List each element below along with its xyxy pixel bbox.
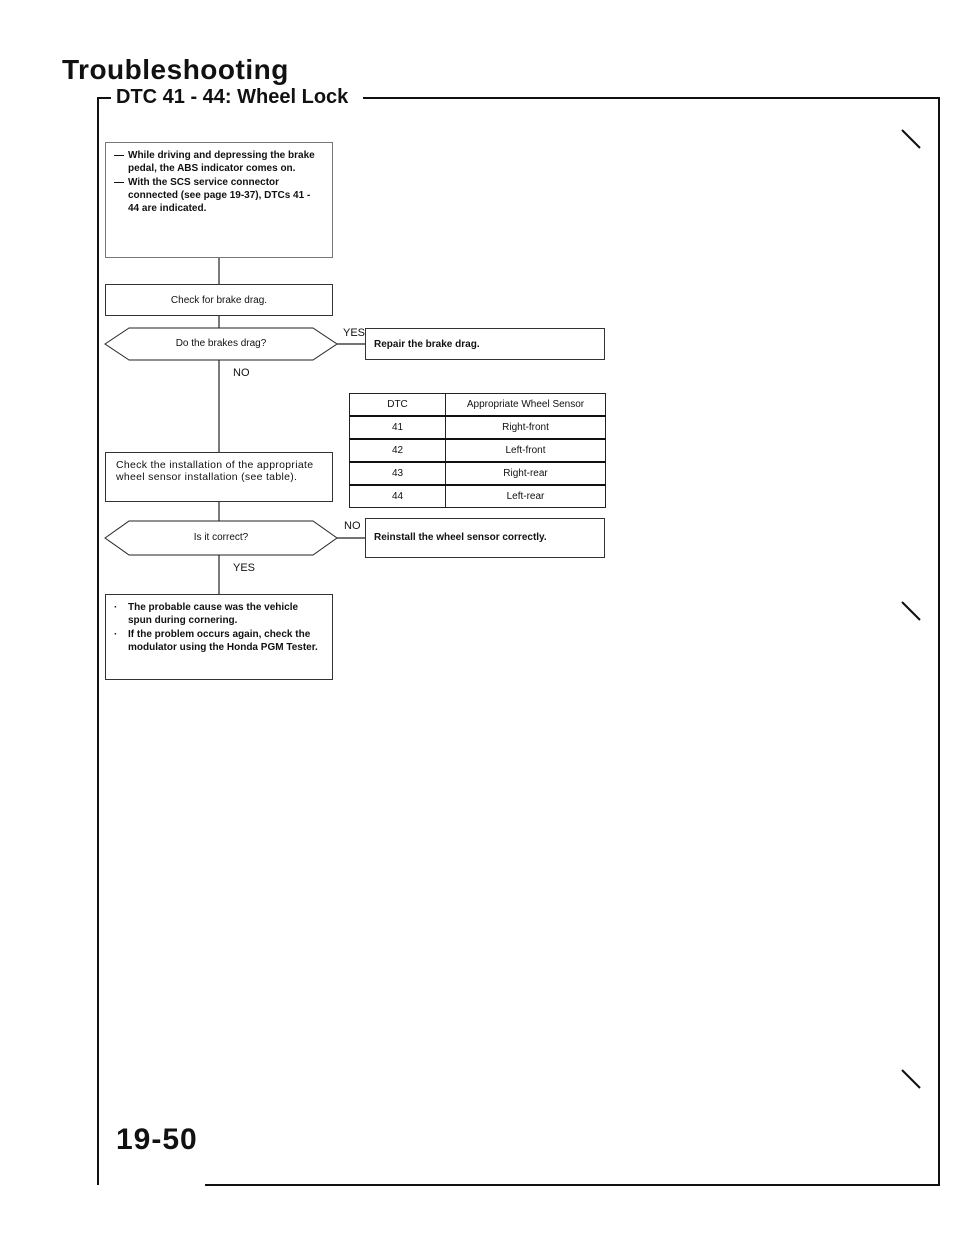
no-label: NO <box>233 367 250 379</box>
sensor-cell: Left-rear <box>446 485 606 508</box>
bullet-marker: · <box>114 602 118 613</box>
sensor-cell: Left-front <box>446 439 606 462</box>
action-repair-brake-drag <box>365 328 605 360</box>
dtc-cell: 44 <box>350 485 446 508</box>
dash-marker: — <box>114 177 124 188</box>
dash-marker: — <box>114 150 124 161</box>
probable-cause-box <box>105 594 333 680</box>
table-header-cell: Appropriate Wheel Sensor <box>446 394 606 417</box>
no-label: NO <box>344 520 361 532</box>
sensor-cell: Right-rear <box>446 462 606 485</box>
yes-label: YES <box>233 562 256 574</box>
action-label: Repair the brake drag. <box>374 338 480 350</box>
condition-item: — While driving and depressing the brake pedal, the ABS indicator comes on. <box>114 150 315 174</box>
condition-item: — With the SCS service connector connected (see page 19-37), DTCs 41 - 44 are indicated. <box>114 177 311 214</box>
action-reinstall-sensor <box>365 518 605 558</box>
bullet-marker: · <box>114 629 118 640</box>
page-number: 19-50 <box>116 1123 198 1156</box>
step-check-installation <box>105 452 333 502</box>
table-header-row <box>350 394 606 417</box>
result-item: · The probable cause was the vehicle spun during cornering. <box>114 602 299 626</box>
decision-is-correct: Is it correct? <box>193 532 249 543</box>
table-row <box>350 462 606 485</box>
table-row <box>350 416 606 439</box>
conditions-box <box>105 142 333 258</box>
dtc-cell: 43 <box>350 462 446 485</box>
step-label: Check for brake drag. <box>170 294 268 306</box>
dtc-cell: 42 <box>350 439 446 462</box>
table-row <box>350 485 606 508</box>
yes-label: YES <box>343 327 366 339</box>
sensor-cell: Right-front <box>446 416 606 439</box>
decision-brakes-drag: Do the brakes drag? <box>175 338 267 349</box>
dtc-cell: 41 <box>350 416 446 439</box>
step-label: Check the installation of the appropriate wheel sensor installation (see table). <box>116 459 314 483</box>
step-check-brake-drag <box>105 284 333 316</box>
result-item: · If the problem occurs again, check the modulator using the Honda PGM Tester. <box>114 629 318 653</box>
table-header-cell: DTC <box>350 394 446 417</box>
section-title: DTC 41 - 44: Wheel Lock <box>116 86 349 108</box>
action-label: Reinstall the wheel sensor correctly. <box>374 532 547 543</box>
wheel-sensor-table <box>349 393 606 508</box>
table-row <box>350 439 606 462</box>
page-title: Troubleshooting <box>62 54 289 85</box>
